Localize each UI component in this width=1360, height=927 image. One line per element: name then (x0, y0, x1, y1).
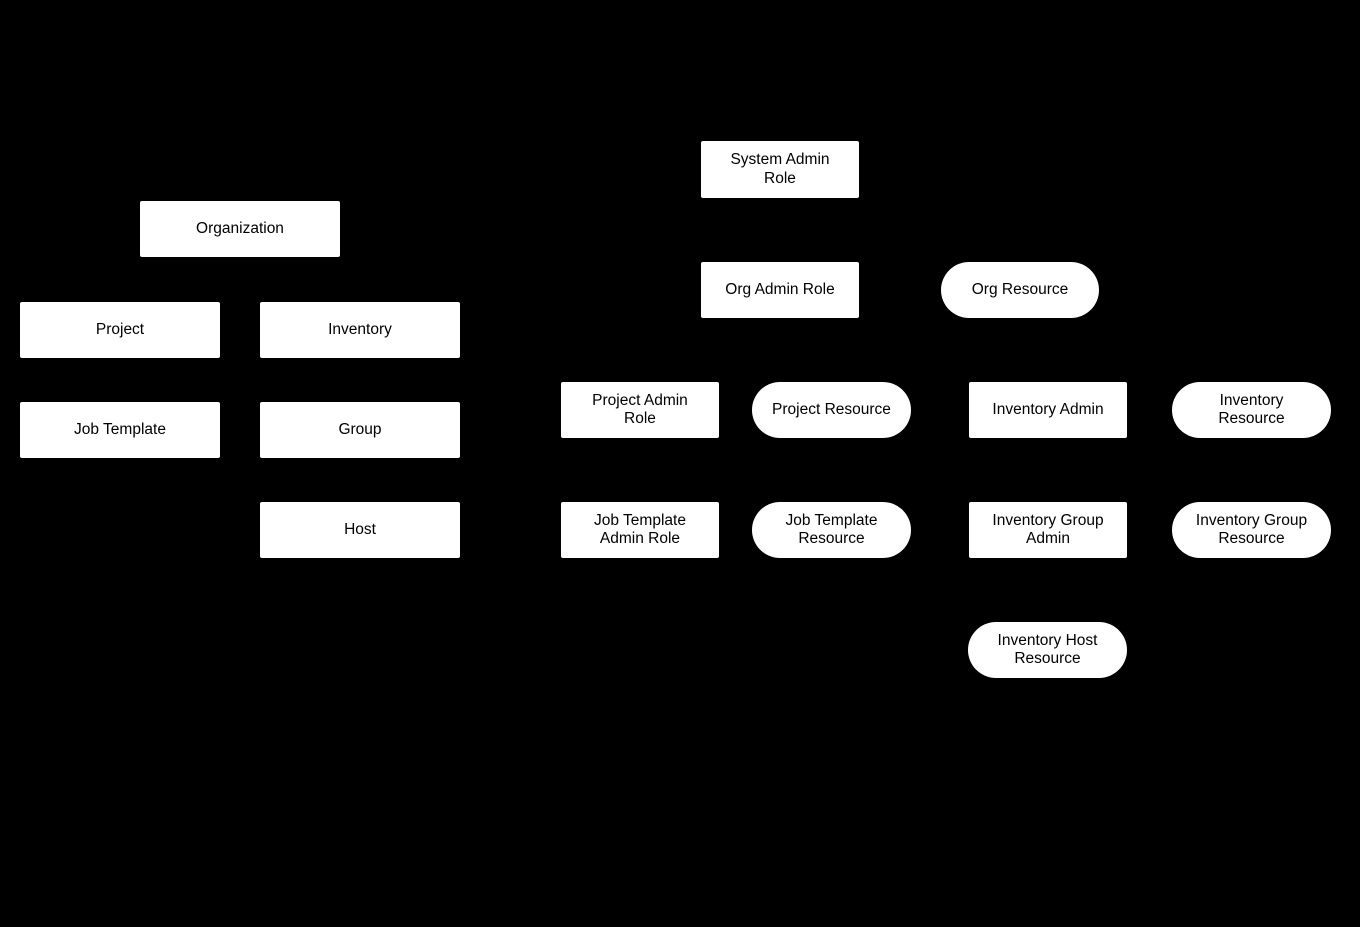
diagram-node-job-template: Job Template (20, 402, 220, 458)
diagram-node-inventory-host-resource: Inventory Host Resource (968, 622, 1127, 678)
diagram-node-inventory: Inventory (260, 302, 460, 358)
diagram-node-group: Group (260, 402, 460, 458)
diagram-node-project-admin-role: Project Admin Role (561, 382, 719, 438)
diagram-node-inventory-group-admin: Inventory Group Admin (969, 502, 1127, 558)
diagram-node-project: Project (20, 302, 220, 358)
diagram-node-inventory-resource: Inventory Resource (1172, 382, 1331, 438)
diagram-node-host: Host (260, 502, 460, 558)
diagram-node-system-admin-role: System Admin Role (701, 141, 859, 198)
diagram-node-org-admin-role: Org Admin Role (701, 262, 859, 318)
diagram-node-job-template-resource: Job Template Resource (752, 502, 911, 558)
diagram-node-job-template-admin-role: Job Template Admin Role (561, 502, 719, 558)
diagram-node-org-resource: Org Resource (941, 262, 1099, 318)
diagram-node-inventory-admin: Inventory Admin (969, 382, 1127, 438)
diagram-node-inventory-group-resource: Inventory Group Resource (1172, 502, 1331, 558)
diagram-node-organization: Organization (140, 201, 340, 257)
diagram-node-project-resource: Project Resource (752, 382, 911, 438)
